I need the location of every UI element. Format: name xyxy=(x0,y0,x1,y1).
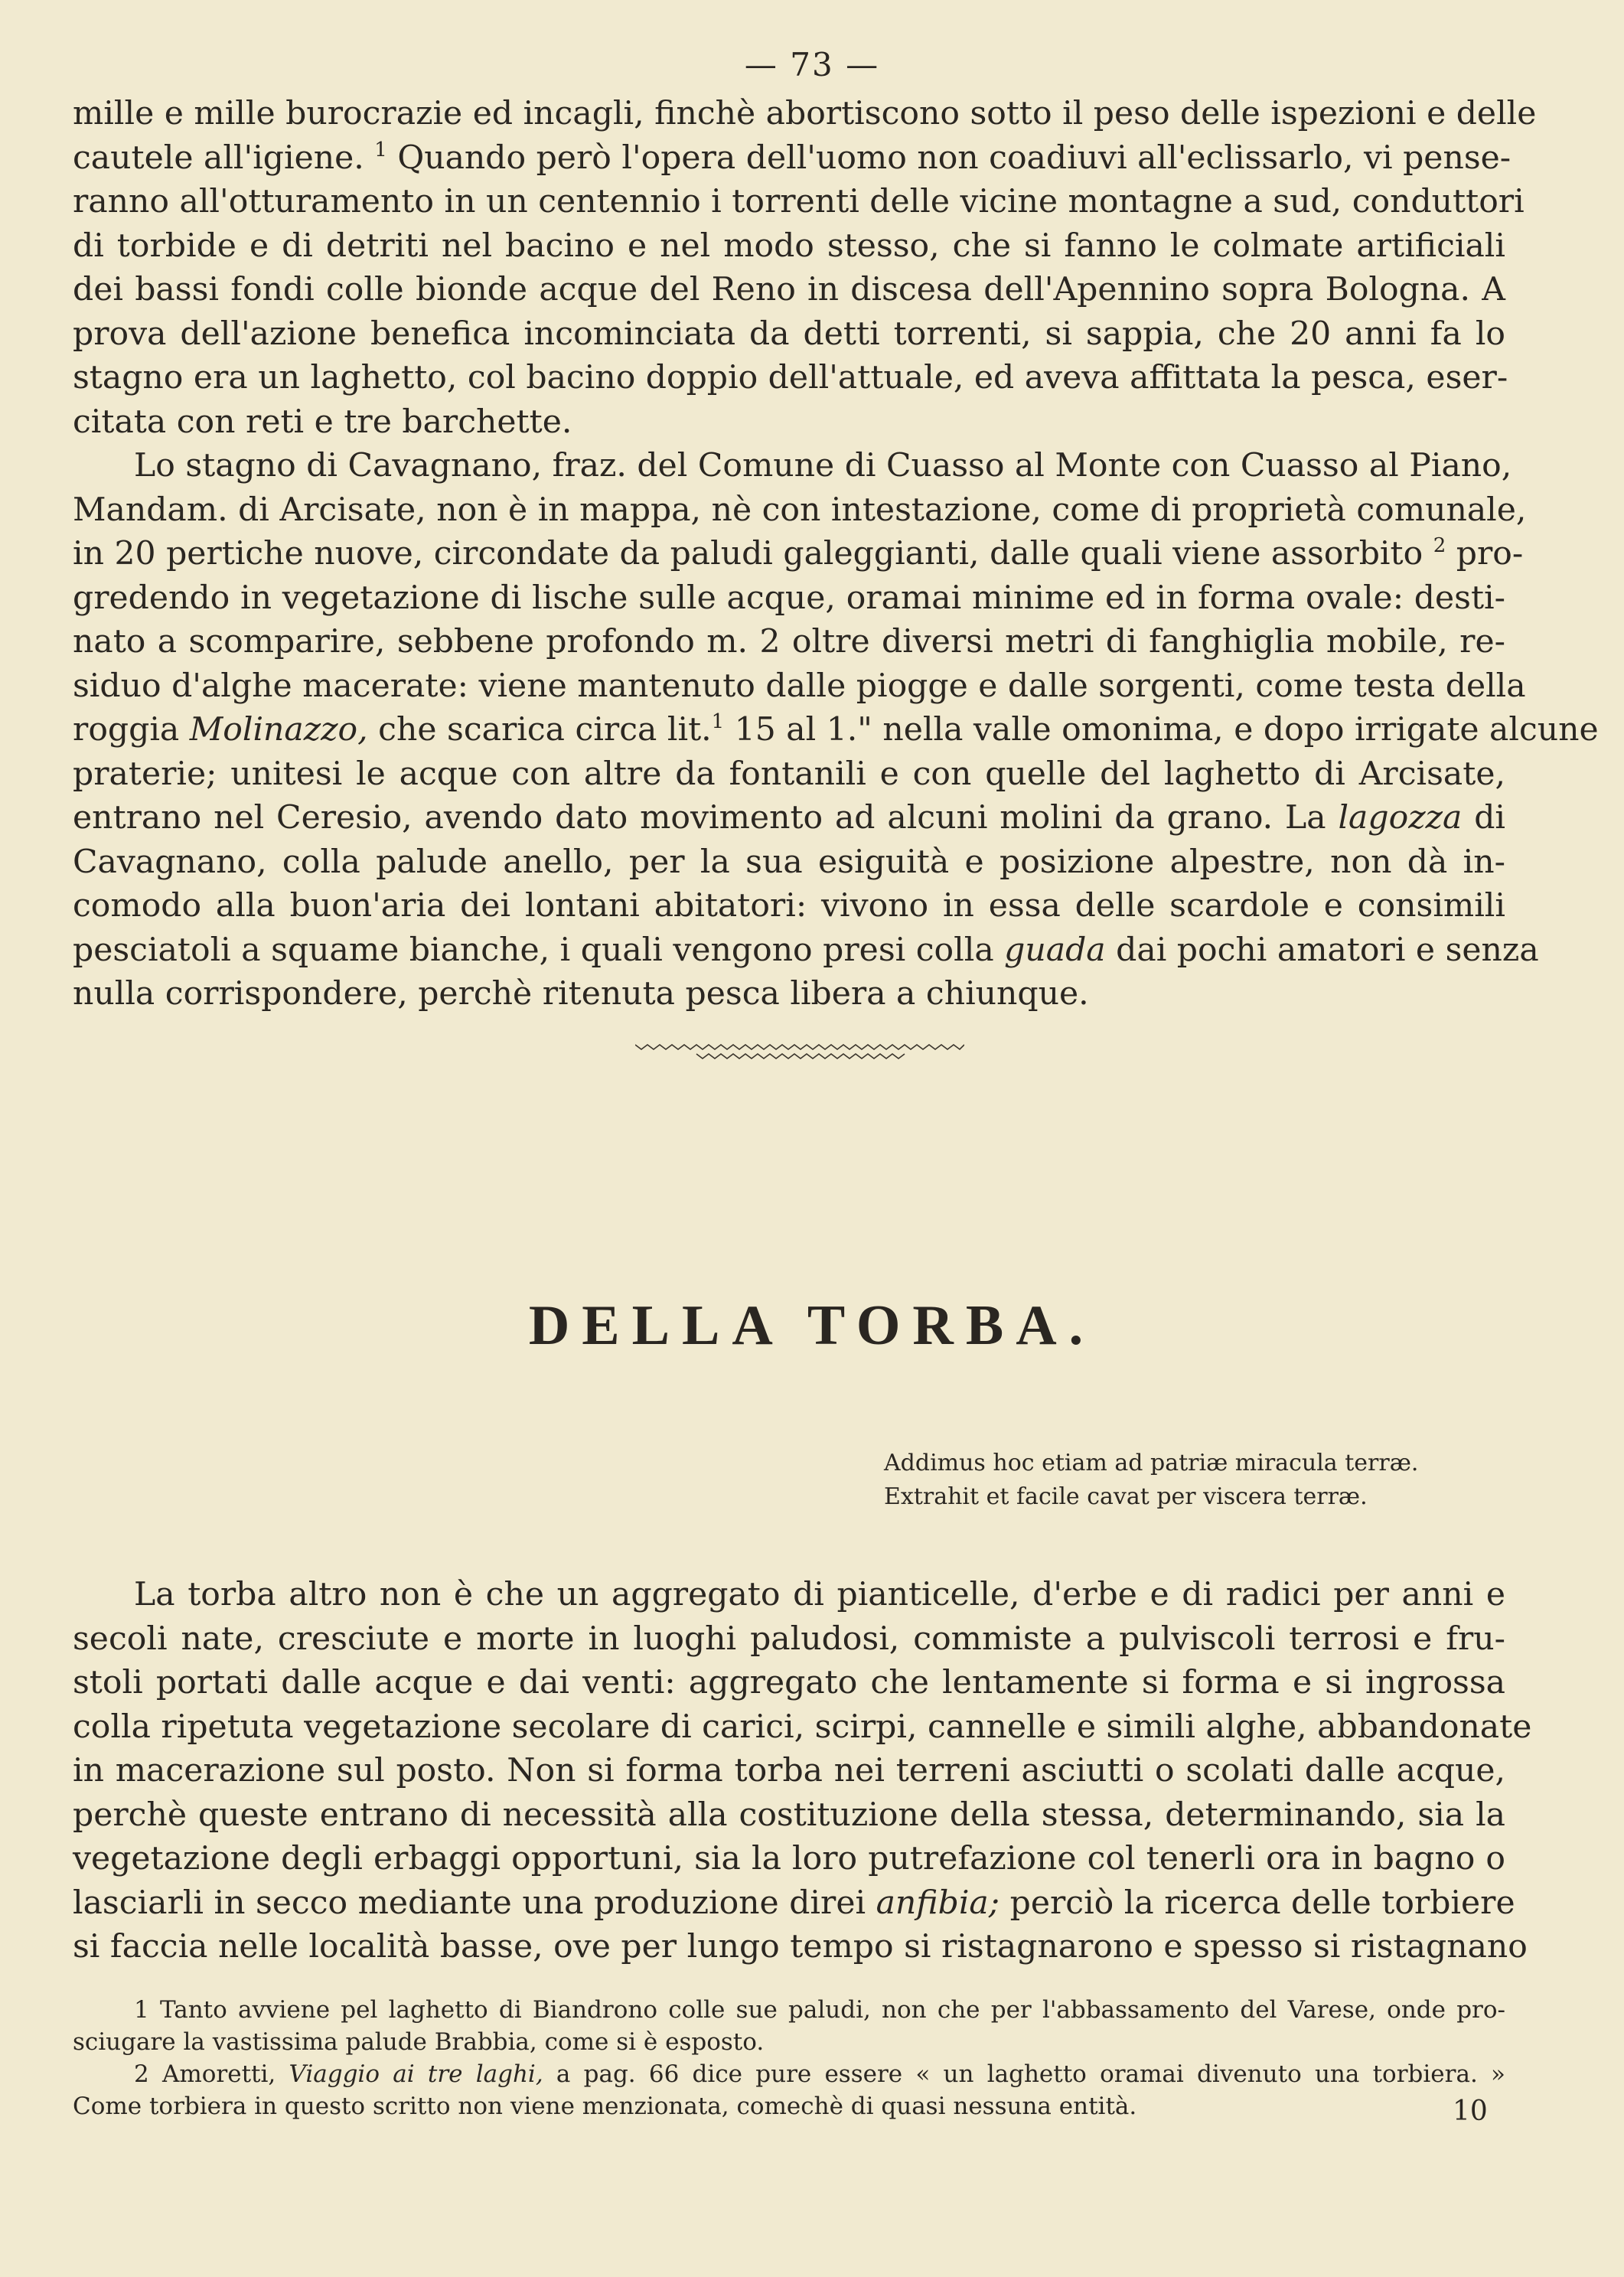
text-line: nato a scomparire, sebbene profondo m. 2 oltre diversi metri di fanghiglia mobile, re- xyxy=(73,623,1505,661)
page-number: — 73 — xyxy=(744,46,880,83)
text-line: cautele all'igiene. $^1$ Quando però l'opera dell'uomo non coadiuvi all'eclissarlo, vi pense- xyxy=(73,138,1511,177)
text-line: Cavagnano, colla palude anello, per la sua esiguità e posizione alpestre, non dà in- xyxy=(73,843,1505,881)
text-line: ranno all'otturamento in un centennio i torrenti delle vicine montagne a sud, conduttori xyxy=(73,183,1525,220)
text-line: stoli portati dalle acque e dai venti: aggregato che lentamente si forma e si ingrossa xyxy=(73,1664,1505,1701)
footnote-ref: 2 xyxy=(1433,534,1446,557)
continuation-paragraph xyxy=(73,92,1599,1016)
section-title: DELLA TORBA. xyxy=(528,1294,1096,1357)
text-line: dei bassi fondi colle bionde acque del Reno in discesa dell'Apennino sopra Bologna. A xyxy=(73,271,1505,308)
text-line: in 20 pertiche nuove, circondate da paludi galeggianti, dalle quali viene assorbito $^2$ pro- xyxy=(73,534,1524,573)
footnote-line: sciugare la vastissima palude Brabbia, come si è esposto. xyxy=(73,2028,765,2056)
footnote-line: Come torbiera in questo scritto non viene menzionata, comechè di quasi nessuna entità. xyxy=(73,2093,1137,2120)
footnote-line: 1 Tanto avviene pel laghetto di Biandrono colle sue paludi, non che per l'abbassamento del Varese, onde pro- xyxy=(134,1996,1505,2024)
text-line: stagno era un laghetto, col bacino doppio dell'attuale, ed aveva affittata la pesca, eser- xyxy=(73,359,1508,396)
footnotes xyxy=(73,1994,1505,2122)
text-line: entrano nel Ceresio, avendo dato movimento ad alcuni molini da grano. La lagozza di xyxy=(73,799,1505,837)
text-line: in macerazione sul posto. Non si forma torba nei terreni asciutti o scolati dalle acque, xyxy=(73,1752,1505,1789)
ornamental-divider xyxy=(635,1037,964,1068)
text-line: Mandam. di Arcisate, non è in mappa, nè con intestazione, come di proprietà comunale, xyxy=(73,491,1527,529)
peat-paragraph xyxy=(73,1573,1532,1969)
text-line: prova dell'azione benefica incominciata da detti torrenti, si sappia, che 20 anni fa lo xyxy=(73,315,1505,353)
text-line: pesciatoli a squame bianche, i quali vengono presi colla guada dai pochi amatori e senza xyxy=(73,931,1539,969)
text-line: perchè queste entrano di necessità alla costituzione della stessa, determinando, sia la xyxy=(73,1796,1505,1834)
footnote-line: 2 Amoretti, Viaggio ai tre laghi, a pag. 66 dice pure essere « un laghetto oramai divenuto una torbiera. » xyxy=(134,2060,1505,2088)
text-line: citata con reti e tre barchette. xyxy=(73,403,572,441)
text-line: comodo alla buon'aria dei lontani abitatori: vivono in essa delle scardole e consimili xyxy=(73,887,1505,925)
text-line: mille e mille burocrazie ed incagli, finchè abortiscono sotto il peso delle ispezioni e delle xyxy=(73,95,1537,132)
text-line: Lo stagno di Cavagnano, fraz. del Comune di Cuasso al Monte con Cuasso al Piano, xyxy=(134,447,1512,484)
text-line: praterie; unitesi le acque con altre da fontanili e con quelle del laghetto di Arcisate, xyxy=(73,755,1505,793)
text-line: lasciarli in secco mediante una produzione direi anfibia; perciò la ricerca delle torbiere xyxy=(73,1884,1515,1922)
text-line: colla ripetuta vegetazione secolare di carici, scirpi, cannelle e simili alghe, abbandonate xyxy=(73,1708,1532,1746)
epigraph-line: Extrahit et facile cavat per viscera terræ. xyxy=(884,1483,1368,1510)
text-line: gredendo in vegetazione di lische sulle acque, oramai minime ed in forma ovale: desti- xyxy=(73,579,1505,617)
text-line: La torba altro non è che un aggregato di pianticelle, d'erbe e di radici per anni e xyxy=(134,1576,1505,1613)
text-line: roggia Molinazzo, che scarica circa lit.$^1$ 15 al 1." nella valle omonima, e dopo irrigate alcune xyxy=(73,710,1599,749)
text-line: nulla corrispondere, perchè ritenuta pesca libera a chiunque. xyxy=(73,975,1089,1013)
text-line: siduo d'alghe macerate: viene mantenuto dalle piogge e dalle sorgenti, come testa della xyxy=(73,667,1526,705)
text-line: si faccia nelle località basse, ove per lungo tempo si ristagnarono e spesso si ristagnano xyxy=(73,1928,1528,1965)
epigraph-line: Addimus hoc etiam ad patriæ miracula terræ. xyxy=(884,1450,1419,1476)
footnote-ref: 1 xyxy=(374,138,387,161)
text-line: di torbide e di detriti nel bacino e nel modo stesso, che si fanno le colmate artificiali xyxy=(73,227,1505,265)
epigraph xyxy=(884,1447,1496,1514)
text-line: secoli nate, cresciute e morte in luoghi paludosi, commiste a pulviscoli terrosi e fru- xyxy=(73,1620,1505,1658)
text-line: vegetazione degli erbaggi opportuni, sia la loro putrefazione col tenerli ora in bagno o xyxy=(73,1840,1505,1877)
signature-mark: 10 xyxy=(1453,2096,1488,2127)
